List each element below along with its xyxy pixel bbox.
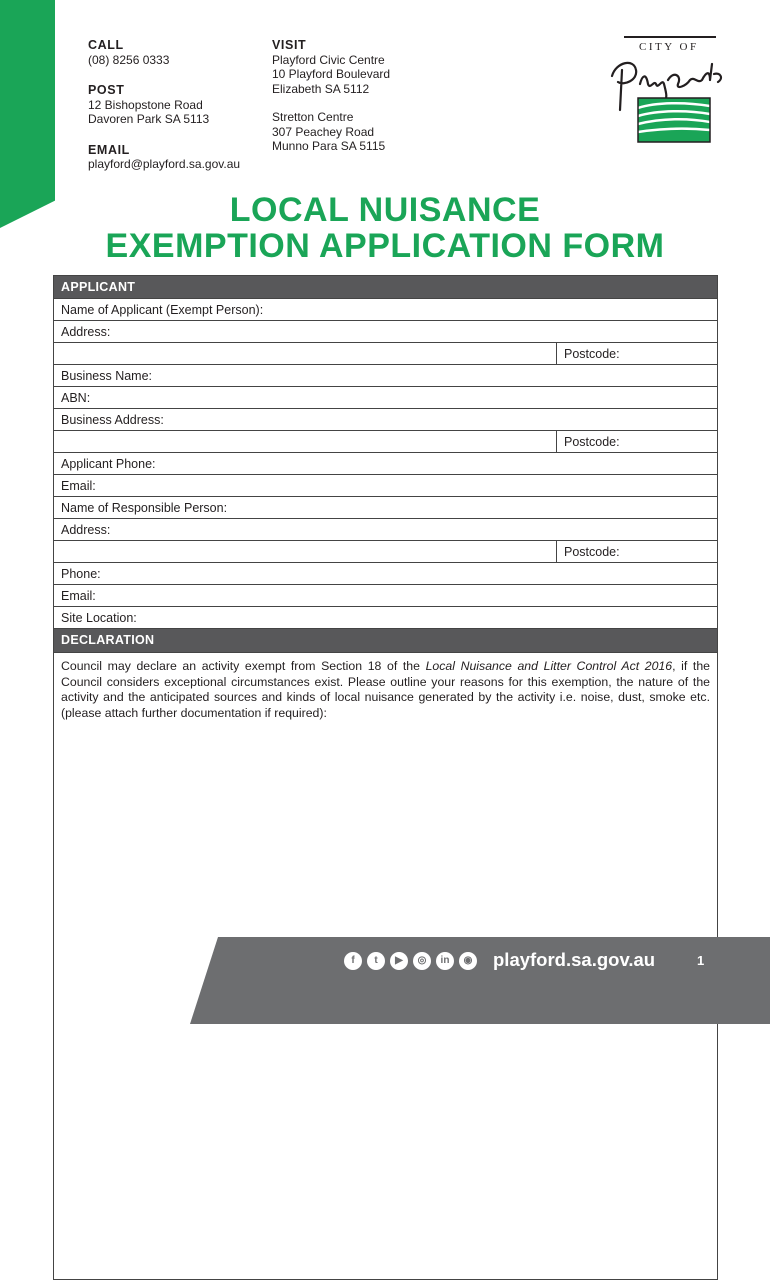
field-postcode[interactable]: Postcode: <box>556 343 620 364</box>
city-of-playford-logo <box>606 36 728 144</box>
youtube-icon[interactable]: ▶ <box>390 952 408 970</box>
field-applicant-phone[interactable]: Applicant Phone: <box>54 453 717 475</box>
post-line-1: 12 Bishopstone Road <box>88 97 203 112</box>
email-address[interactable]: playford@playford.sa.gov.au <box>88 157 241 171</box>
visit1-line-1: Playford Civic Centre <box>272 52 385 67</box>
field-responsible-email[interactable]: Email: <box>54 585 717 607</box>
field-business-address[interactable]: Business Address: <box>54 409 717 431</box>
field-site-location[interactable]: Site Location: <box>54 607 717 629</box>
visit2-line-1: Stretton Centre <box>272 110 354 124</box>
call-heading: CALL <box>88 38 124 52</box>
contact-column-left <box>88 38 240 172</box>
field-responsible-postcode[interactable]: Postcode: <box>556 541 620 562</box>
field-responsible-address-line-2[interactable] <box>54 541 717 563</box>
field-business-address-line-2[interactable] <box>54 431 717 453</box>
declaration-section-header: DECLARATION <box>54 629 717 652</box>
visit-heading: VISIT <box>272 38 307 52</box>
field-name-of-applicant[interactable]: Name of Applicant (Exempt Person): <box>54 299 717 321</box>
field-responsible-person[interactable]: Name of Responsible Person: <box>54 497 717 519</box>
visit1-line-2: 10 Playford Boulevard <box>272 67 391 81</box>
logo-playford-script <box>606 50 728 144</box>
twitter-icon[interactable]: t <box>367 952 385 970</box>
website-link[interactable]: playford.sa.gov.au <box>493 949 656 970</box>
visit2-line-3: Munno Para SA 5115 <box>272 139 386 153</box>
footer-band <box>190 937 770 1024</box>
page-number: 1 <box>697 953 705 968</box>
post-heading: POST <box>88 83 125 97</box>
field-responsible-phone[interactable]: Phone: <box>54 563 717 585</box>
application-form <box>53 275 718 1280</box>
field-address-line-2[interactable] <box>54 343 717 365</box>
field-business-postcode[interactable]: Postcode: <box>556 431 620 452</box>
post-line-2: Davoren Park SA 5113 <box>88 112 210 126</box>
applicant-section-header: APPLICANT <box>54 276 717 299</box>
linkedin-icon[interactable]: in <box>436 952 454 970</box>
facebook-icon[interactable]: f <box>344 952 362 970</box>
declaration-text-part-1: Council may declare an activity exempt from Section 18 of the <box>61 659 426 673</box>
podcast-icon[interactable]: ◉ <box>459 952 477 970</box>
form-title-line-1: LOCAL NUISANCE <box>229 191 541 229</box>
instagram-icon[interactable]: ◎ <box>413 952 431 970</box>
field-abn[interactable]: ABN: <box>54 387 717 409</box>
social-icons <box>344 952 477 970</box>
declaration-act-name: Local Nuisance and Litter Control Act 2016 <box>425 659 673 673</box>
visit2-line-2: 307 Peachey Road <box>272 124 375 139</box>
logo-rule <box>624 36 716 38</box>
visit1-line-3: Elizabeth SA 5112 <box>272 81 370 96</box>
field-responsible-address[interactable]: Address: <box>54 519 717 541</box>
form-title-line-2: EXEMPTION APPLICATION FORM <box>105 227 665 265</box>
email-heading: EMAIL <box>88 142 130 157</box>
contact-column-visit <box>272 38 390 154</box>
call-number[interactable]: (08) 8256 0333 <box>88 52 170 67</box>
field-address[interactable]: Address: <box>54 321 717 343</box>
field-email[interactable]: Email: <box>54 475 717 497</box>
field-business-name[interactable]: Business Name: <box>54 365 717 387</box>
logo-city-of: CITY OF <box>639 41 699 53</box>
declaration-text-part-2: , if the Council considers exceptional circumstances exist. Please outline your reasons for this exemption, the nature of the activity and the anticipated sources and kinds of local nuisance generated by the activity i.e. noise, dust, smoke etc. (please attach further documentation if required): <box>61 659 711 720</box>
